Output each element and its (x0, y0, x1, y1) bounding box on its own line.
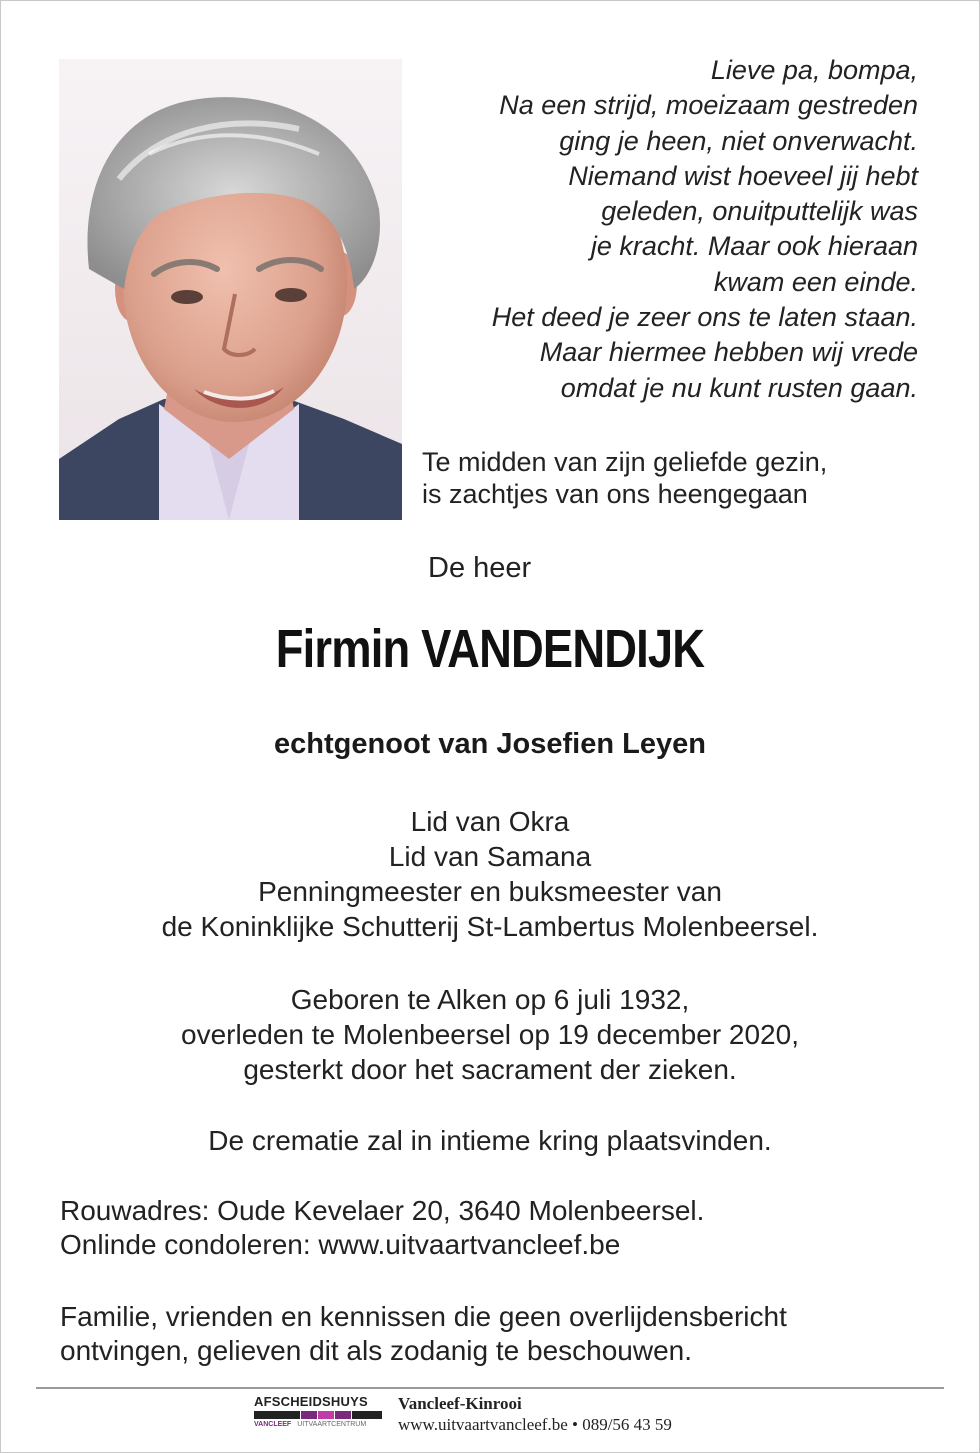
date-line: Geboren te Alken op 6 juli 1932, (290, 984, 690, 1015)
notice-line: ontvingen, gelieven dit als zodanig te beschouwen. (60, 1335, 692, 1366)
family-notice (60, 1300, 787, 1368)
poem-line: kwam een einde. (713, 266, 918, 297)
logo-title: AFSCHEIDSHUYS (254, 1394, 368, 1409)
notice-line: Familie, vrienden en kennissen die geen overlijdensbericht (60, 1301, 787, 1332)
logo-subtitle (254, 1420, 382, 1429)
funeral-home-logo (254, 1395, 382, 1435)
footer-divider (36, 1387, 944, 1389)
memberships (0, 804, 980, 944)
logo-bars (254, 1411, 382, 1419)
date-line: gesterkt door het sacrament der zieken. (243, 1054, 737, 1085)
poem-line: Lieve pa, bompa, (710, 55, 918, 85)
poem-line: ging je heen, niet onverwacht. (559, 125, 918, 156)
intro-text (422, 446, 827, 510)
online-condolences[interactable]: Onlinde condoleren: www.uitvaartvancleef.be (60, 1229, 621, 1260)
poem-line: geleden, onuitputtelijk was (601, 196, 918, 227)
intro-line: is zachtjes van ons heengegaan (422, 479, 808, 509)
poem-line: omdat je nu kunt rusten gaan. (560, 372, 918, 403)
cremation-notice (0, 1123, 980, 1158)
membership-line: Lid van Samana (388, 841, 592, 872)
contact-details[interactable]: www.uitvaartvancleef.be • 089/56 43 59 (398, 1415, 672, 1434)
poem-line: je kracht. Maar ook hieraan (590, 231, 918, 262)
cremation-line: De crematie zal in intieme kring plaatsvinden. (208, 1125, 772, 1156)
footer-contact (398, 1394, 672, 1436)
salutation: De heer (428, 552, 532, 584)
membership-line: Penningmeester en buksmeester van (258, 876, 722, 907)
deceased-name: Firmin VANDENDIJK (275, 619, 705, 679)
logo-sub-vancleef: VANCLEEF (254, 1421, 292, 1428)
birth-death-dates (0, 982, 980, 1087)
spouse-line: echtgenoot van Josefien Leyen (274, 728, 706, 760)
membership-line: Lid van Okra (410, 806, 570, 837)
company-name: Vancleef-Kinrooi (398, 1394, 522, 1413)
date-line: overleden te Molenbeersel op 19 december 2020, (181, 1019, 799, 1050)
intro-line: Te midden van zijn geliefde gezin, (422, 447, 828, 477)
poem-line: Maar hiermee hebben wij vrede (539, 337, 918, 368)
mourning-address: Rouwadres: Oude Kevelaer 20, 3640 Molenbeersel. (60, 1195, 705, 1226)
poem (398, 53, 918, 406)
address-block (60, 1194, 704, 1262)
logo-sub-uitvaartcentrum: UITVAARTCENTRUM (297, 1421, 367, 1428)
poem-line: Na een strijd, moeizaam gestreden (499, 90, 918, 121)
poem-line: Het deed je zeer ons te laten staan. (491, 302, 918, 333)
poem-line: Niemand wist hoeveel jij hebt (568, 160, 918, 191)
portrait-photo (59, 59, 402, 520)
membership-line: de Koninklijke Schutterij St-Lambertus Molenbeersel. (161, 911, 819, 942)
